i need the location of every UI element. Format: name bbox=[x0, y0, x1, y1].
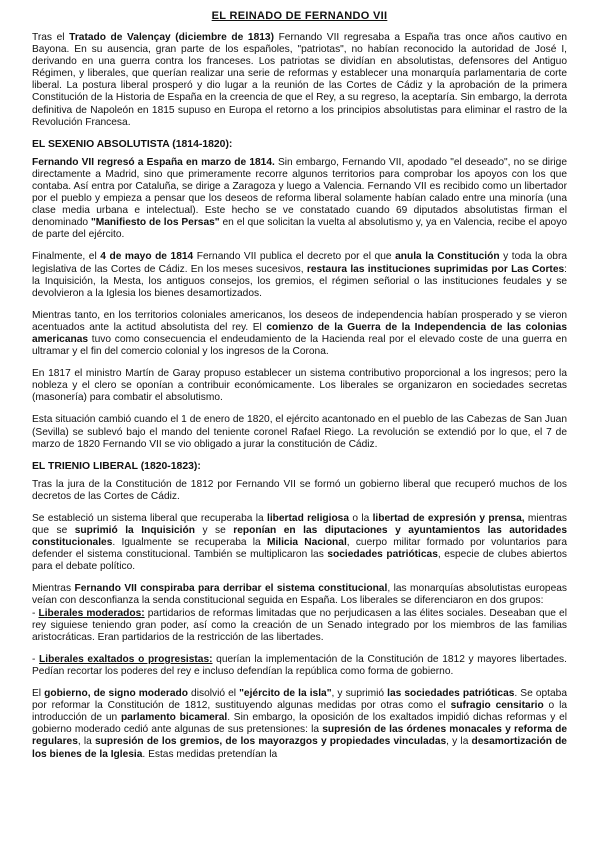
sexenio-paragraph-1: Fernando VII regresó a España en marzo de 1814. Sin embargo, Fernando VII, apodado "el deseado", no se dirige directamente a Madrid, sino que primeramente recorre algunos territorios para comprobar los apoyos con los que contaba. Así entra por Cataluña, se dirige a Zaragoza y luego a Valencia. Fernando VII es recibido como un libertador por el pueblo y empieza a pensar que los deseos de reforma liberal solamente habían calado entre una minoría (una clase media urbana e intelectual). Este hecho se ve constatado cuando 69 diputados absolutistas firman el denominado "Manifiesto de los Persas" en el que solicitan la vuelta al absolutismo y, ya en Valencia, recibe el apoyo de parte del ejército. bbox=[32, 156, 567, 241]
heading-trienio: EL TRIENIO LIBERAL (1820-1823): bbox=[32, 460, 201, 472]
trienio-paragraph-3: Mientras Fernando VII conspiraba para derribar el sistema constitucional, las monarquías absolutistas europeas veían con desconfianza la senda constitucional seguida en España. Los liberales se diferenciaron en dos grupos: - Liberales moderados: partidarios de reformas limitadas que no perjudicasen a las élites sociales. Deseaban que el rey siguiese teniendo gran poder, así como la creación de un Senado integrado por los miembros de las familias aristocráticas. Eran partidarios de la restricción de las libertades. bbox=[32, 583, 567, 643]
heading-sexenio: EL SEXENIO ABSOLUTISTA (1814-1820): bbox=[32, 138, 233, 150]
trienio-paragraph-2: Se estableció un sistema liberal que recuperaba la libertad religiosa o la libertad de expresión y prensa, mientras que se suprimió la Inquisición y se reponían en las diputaciones y ayuntamientos las autoridades constitucionales. Igualmente se recuperaba la Milicia Nacional, cuerpo militar formado por voluntarios para defender el sistema constitucional. También se multiplicaron las sociedades patrióticas, especie de clubes abiertos para el debate político. bbox=[32, 512, 567, 573]
sexenio-paragraph-2: Finalmente, el 4 de mayo de 1814 Fernando VII publica el decreto por el que anula la Constitución y toda la obra legislativa de las Cortes de Cádiz. En los meses sucesivos, restaura las instituciones suprimidas por Las Cortes: la Inquisición, la Mesta, los antiguos consejos, los gremios, el régimen señorial o las instituciones feudales y se devolvieron a la Iglesia los bienes desamortizados. bbox=[32, 251, 568, 299]
sexenio-paragraph-4: En 1817 el ministro Martín de Garay propuso establecer un sistema contributivo proporcional a los ingresos; pero la nobleza y el clero se oponían a contribuir económicamente. Los liberales se organizaron en sociedades secretas (masonería) para combatir el absolutismo. bbox=[32, 368, 567, 404]
sexenio-paragraph-5: Esta situación cambió cuando el 1 de enero de 1820, el ejército acantonado en el pueblo de las Cabezas de San Juan (Sevilla) se sublevó bajo el mando del teniente coronel Rafael Riego. La revolución se extendió por lo que, el 7 de marzo de 1820 Fernando VII se vio obligado a jurar la constitución de Cádiz. bbox=[32, 414, 567, 450]
document-title: EL REINADO DE FERNANDO VII bbox=[211, 10, 388, 22]
trienio-paragraph-4: - Liberales exaltados o progresistas: querían la implementación de la Constitución de 1812 y mayores libertades. Pedían recortar los poderes del rey e incluso defendían la república como forma de gobierno. bbox=[32, 653, 567, 677]
trienio-paragraph-1: Tras la jura de la Constitución de 1812 por Fernando VII se formó un gobierno liberal que recuperó muchos de los decretos de las Cortes de Cádiz. bbox=[32, 478, 567, 502]
document-page bbox=[32, 10, 567, 761]
sexenio-paragraph-3: Mientras tanto, en los territorios coloniales americanos, los deseos de independencia habían prosperado y se vieron acentuados ante la actitud absolutista del rey. El comienzo de la Guerra de la Independencia de las colonias americanas tuvo como consecuencia el endeudamiento de la Hacienda real por el elevado coste de una guerra en ultramar y el fin del comercio colonial y los ingresos de la Corona. bbox=[32, 309, 567, 358]
trienio-paragraph-5: El gobierno, de signo moderado disolvió el "ejército de la isla", y suprimió las sociedades patrióticas. Se optaba por reformar la Constitución de 1812, sustituyendo algunas medidas por otras como el sufragio censitario o la introducción de un parlamento bicameral. Sin embargo, la oposición de los exaltados impidió dichas reformas y el gobierno moderado cedió ante algunas de sus pretensiones: la supresión de las órdenes monacales y reforma de regulares, la supresión de los gremios, de los mayorazgos y propiedades vinculadas, y la desamortización de los bienes de la Iglesia. Estas medidas pretendían la bbox=[32, 688, 568, 760]
intro-paragraph: Tras el Tratado de Valençay (diciembre de 1813) Fernando VII regresaba a España tras once años cautivo en Bayona. En su ausencia, gran parte de los españoles, "patriotas", no habían reconocido la autoridad de José I, derivando en una guerra contra los franceses. Los patriotas se dividían en absolutistas, defensores del Antiguo Régimen, y liberales, que querían realizar una serie de reformas y establecer una monarquía parlamentaria de corte liberal. La postura liberal prosperó y dio lugar a la reunión de las Cortes de Cádiz y la aprobación de la primera Constitución de la Historia de España en la creencia de que el Rey, a su regreso, la aceptaría. Sin embargo, la derrota definitiva de Napoleón en 1815 supuso en Europa el retorno a los principios absolutistas para eliminar el rastro de la Revolución Francesa. bbox=[32, 32, 567, 128]
